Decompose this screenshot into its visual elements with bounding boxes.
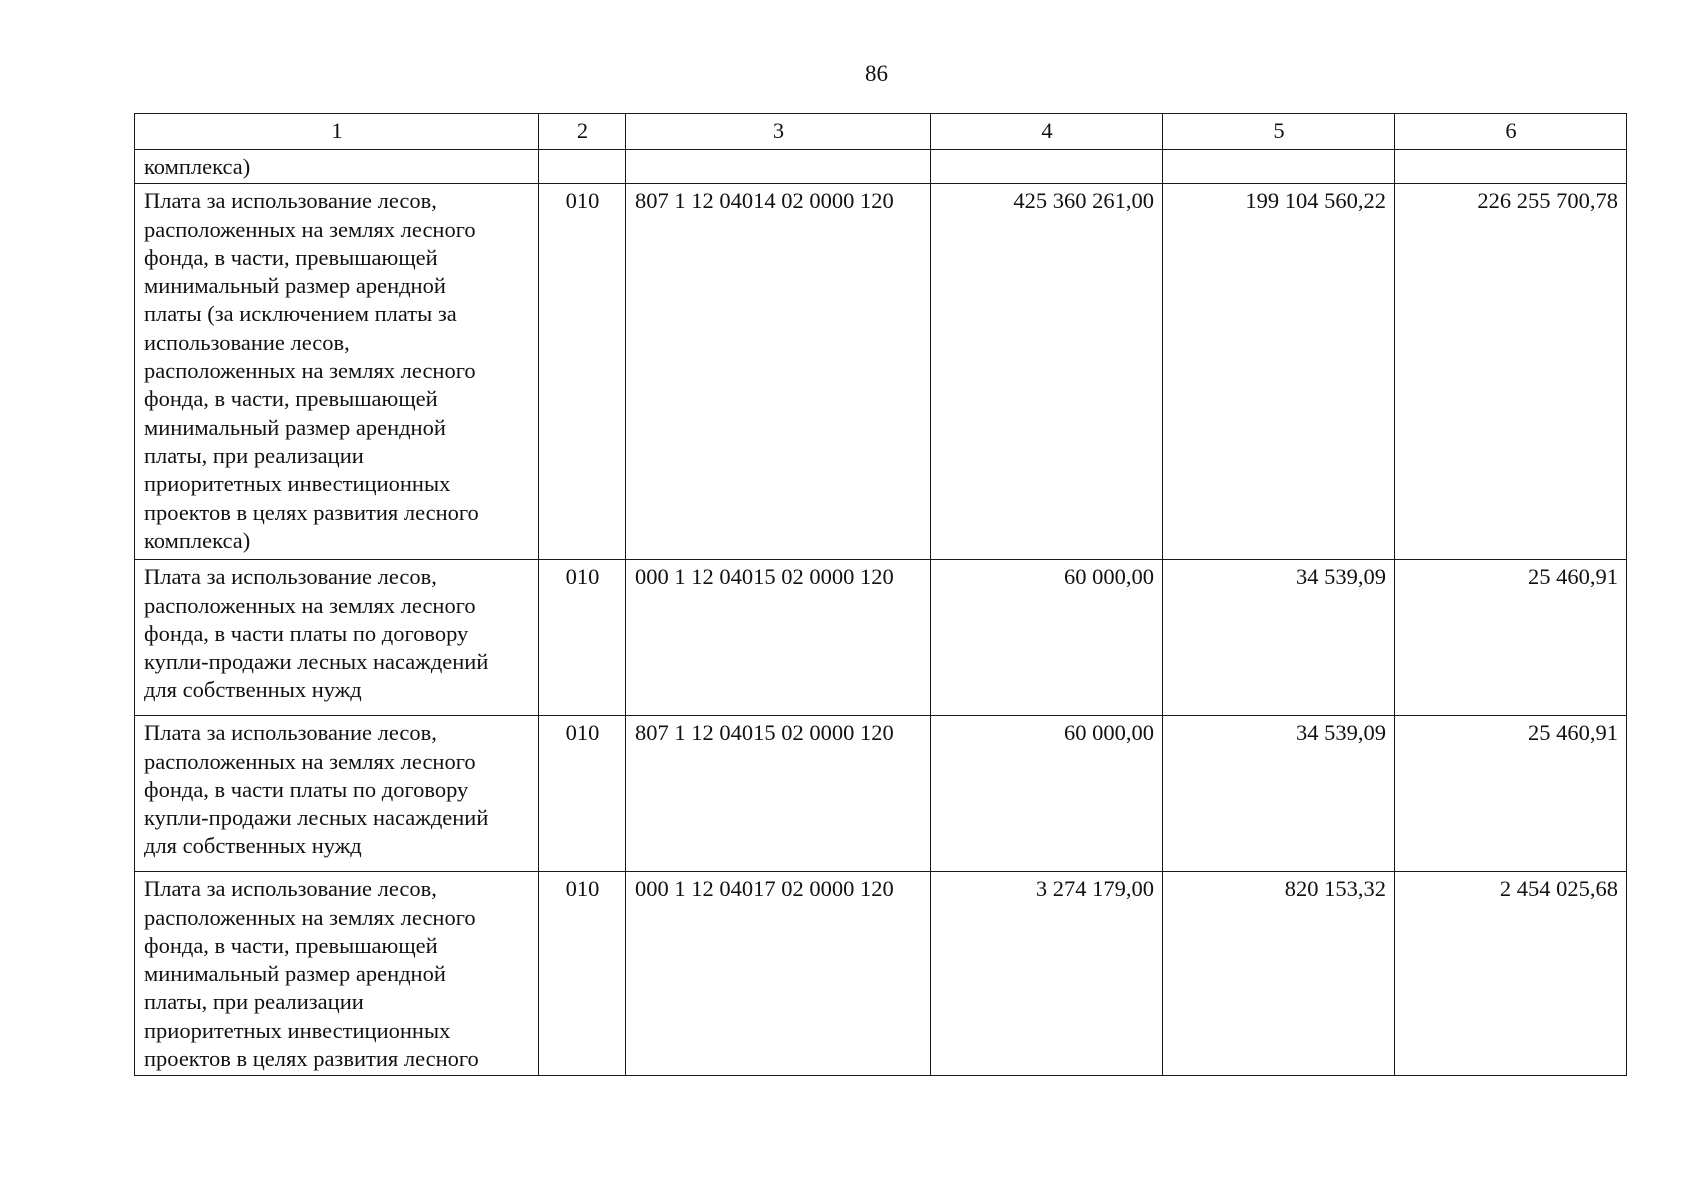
column-header: 6 [1395, 114, 1627, 150]
table-row-continuation [135, 150, 1627, 184]
budget-code-cell: 000 1 12 04017 02 0000 120 [626, 872, 931, 1076]
description-cell: комплекса) [135, 150, 539, 184]
line-code-cell: 010 [539, 184, 626, 560]
budget-code-cell: 000 1 12 04015 02 0000 120 [626, 560, 931, 716]
table-row [135, 716, 1627, 872]
column-header: 4 [931, 114, 1163, 150]
line-code-cell: 010 [539, 560, 626, 716]
table-row [135, 560, 1627, 716]
unexecuted-amount-cell: 226 255 700,78 [1395, 184, 1627, 560]
executed-amount-cell: 34 539,09 [1163, 560, 1395, 716]
budget-code-cell: 807 1 12 04015 02 0000 120 [626, 716, 931, 872]
line-code-cell: 010 [539, 872, 626, 1076]
revenue-table [134, 113, 1627, 1076]
page-number: 86 [865, 61, 888, 86]
table-row [135, 872, 1627, 1076]
line-code-cell [539, 150, 626, 184]
budget-code-cell [626, 150, 931, 184]
line-code-cell: 010 [539, 716, 626, 872]
description-cell: Плата за использование лесов, расположенных на землях лесного фонда, в части, превышающей минимальный размер арендной платы, при реализации приоритетных инвестиционных проектов в целях развития лесного [135, 872, 539, 1076]
approved-amount-cell: 60 000,00 [931, 560, 1163, 716]
unexecuted-amount-cell: 2 454 025,68 [1395, 872, 1627, 1076]
approved-amount-cell: 3 274 179,00 [931, 872, 1163, 1076]
executed-amount-cell: 199 104 560,22 [1163, 184, 1395, 560]
approved-amount-cell: 425 360 261,00 [931, 184, 1163, 560]
column-header: 2 [539, 114, 626, 150]
table-header-row [135, 114, 1627, 150]
approved-amount-cell: 60 000,00 [931, 716, 1163, 872]
executed-amount-cell: 34 539,09 [1163, 716, 1395, 872]
unexecuted-amount-cell [1395, 150, 1627, 184]
executed-amount-cell: 820 153,32 [1163, 872, 1395, 1076]
budget-code-cell: 807 1 12 04014 02 0000 120 [626, 184, 931, 560]
description-cell: Плата за использование лесов, расположенных на землях лесного фонда, в части платы по договору купли-продажи лесных насаждений для собственных нужд [135, 560, 539, 716]
unexecuted-amount-cell: 25 460,91 [1395, 716, 1627, 872]
description-cell: Плата за использование лесов, расположенных на землях лесного фонда, в части платы по договору купли-продажи лесных насаждений для собственных нужд [135, 716, 539, 872]
table-row [135, 184, 1627, 560]
approved-amount-cell [931, 150, 1163, 184]
column-header: 5 [1163, 114, 1395, 150]
unexecuted-amount-cell: 25 460,91 [1395, 560, 1627, 716]
column-header: 3 [626, 114, 931, 150]
description-cell: Плата за использование лесов, расположенных на землях лесного фонда, в части, превышающей минимальный размер арендной платы (за исключением платы за использование лесов, расположенных на землях лесного фонда, в части, превышающей минимальный размер арендной платы, при реализации приоритетных инвестиционных проектов в целях развития лесного комплекса) [135, 184, 539, 560]
column-header: 1 [135, 114, 539, 150]
executed-amount-cell [1163, 150, 1395, 184]
